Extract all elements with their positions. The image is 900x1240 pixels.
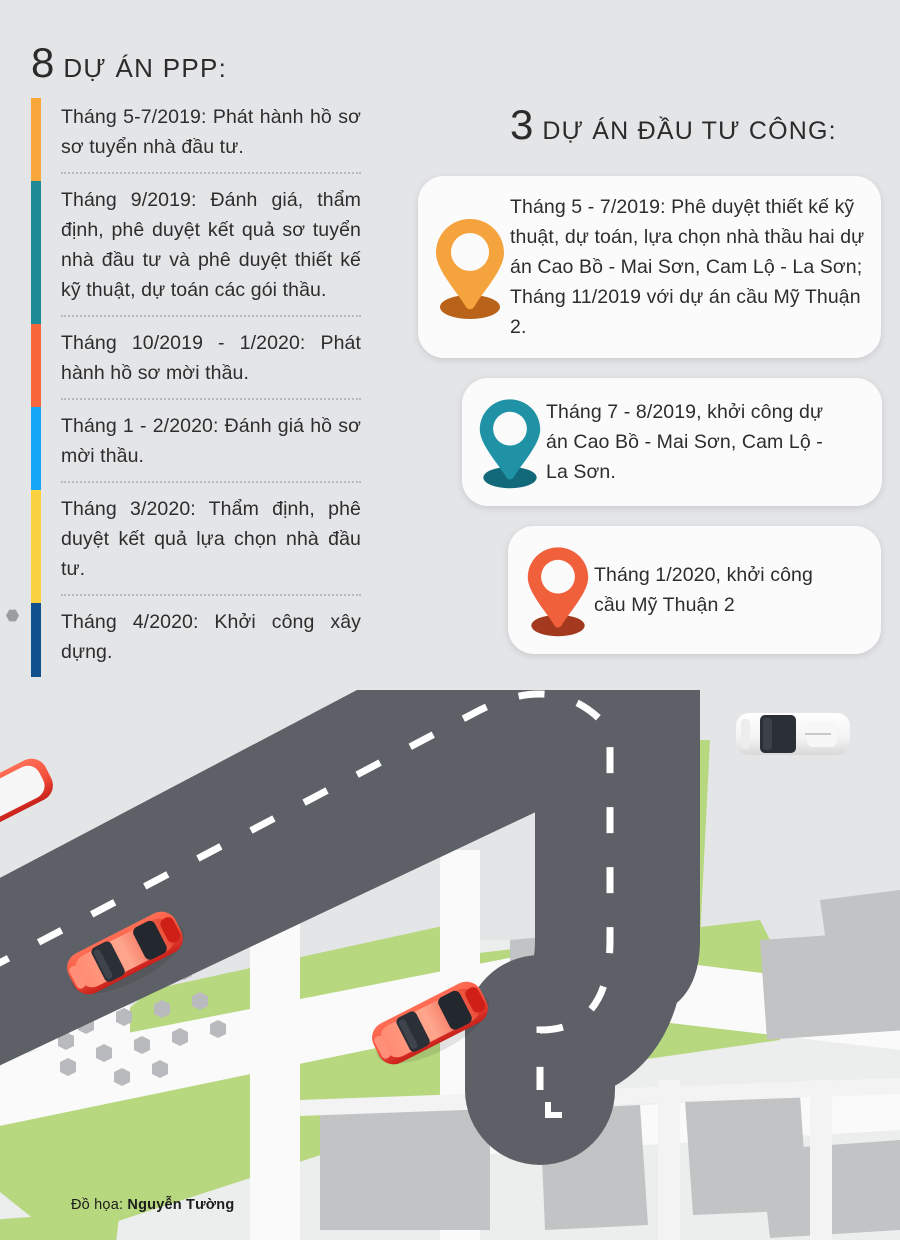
street-thin [810,1080,832,1240]
credit-line [71,1197,234,1213]
timeline-separator [61,172,361,174]
public-count: 3 [510,101,534,148]
ppp-count: 8 [31,39,55,86]
list-item[interactable] [462,378,882,506]
timeline-item-text: Tháng 5-7/2019: Phát hành hồ sơ sơ tuyển nhà đầu tư. [61,106,361,158]
street-thin [658,1080,680,1240]
map-pin-icon-2 [474,394,546,490]
hexagon-decoration-icon [6,609,19,622]
timeline-item-text: Tháng 4/2020: Khởi công xây dựng. [61,611,361,663]
credit-name: Nguyễn Tường [127,1197,235,1213]
list-item[interactable] [418,176,881,358]
timeline-color-bar-2 [31,181,41,324]
timeline-color-bar-4 [31,407,41,490]
timeline-separator [61,315,361,317]
building [880,943,900,992]
building [685,1095,808,1215]
map-pin-icon-3 [522,542,594,638]
ppp-title-text: DỰ ÁN PPP: [63,53,228,83]
timeline-item-text: Tháng 3/2020: Thẩm định, phê duyệt kết quả lựa chọn nhà đầu tư. [61,498,361,580]
ppp-timeline-list [31,98,361,677]
public-title-text: DỰ ÁN ĐẦU TƯ CÔNG: [542,117,837,145]
list-item [31,407,361,490]
map-illustration [0,690,900,1240]
timeline-item-text: Tháng 1 - 2/2020: Đánh giá hồ sơ mời thầu. [61,415,361,467]
timeline-item-text: Tháng 9/2019: Đánh giá, thẩm định, phê duyệt kết quả sơ tuyển nhà đầu tư và phê duyệt thiết kế kỹ thuật, dự toán các gói thầu. [61,189,361,301]
page-title-public [510,101,837,148]
timeline-separator [61,481,361,483]
list-item [31,181,361,324]
building [320,1110,490,1230]
timeline-color-bar-3 [31,324,41,407]
timeline-separator [61,594,361,596]
list-item [31,98,361,181]
timeline-item-text: Tháng 10/2019 - 1/2020: Phát hành hồ sơ mời thầu. [61,332,361,384]
list-item [31,603,361,677]
page-title-ppp [31,39,228,86]
card-text: Tháng 7 - 8/2019, khởi công dự án Cao Bồ - Mai Sơn, Cam Lộ - La Sơn. [546,401,824,483]
timeline-color-bar-5 [31,490,41,603]
timeline-color-bar-6 [31,603,41,677]
card-text: Tháng 5 - 7/2019: Phê duyệt thiết kế kỹ thuật, dự toán, lựa chọn nhà thầu hai dự án Cao Bồ - Mai Sơn, Cam Lộ - La Sơn; Tháng 11/2019 với dự án cầu Mỹ Thuận 2. [510,196,865,338]
timeline-color-bar-1 [31,98,41,181]
timeline-separator [61,398,361,400]
list-item[interactable] [508,526,881,654]
list-item [31,324,361,407]
white-car [736,713,850,755]
list-item [31,490,361,603]
credit-label: Đồ họa: [71,1197,124,1213]
map-pin-icon-1 [430,213,510,321]
card-text: Tháng 1/2020, khởi công cầu Mỹ Thuận 2 [594,564,813,616]
